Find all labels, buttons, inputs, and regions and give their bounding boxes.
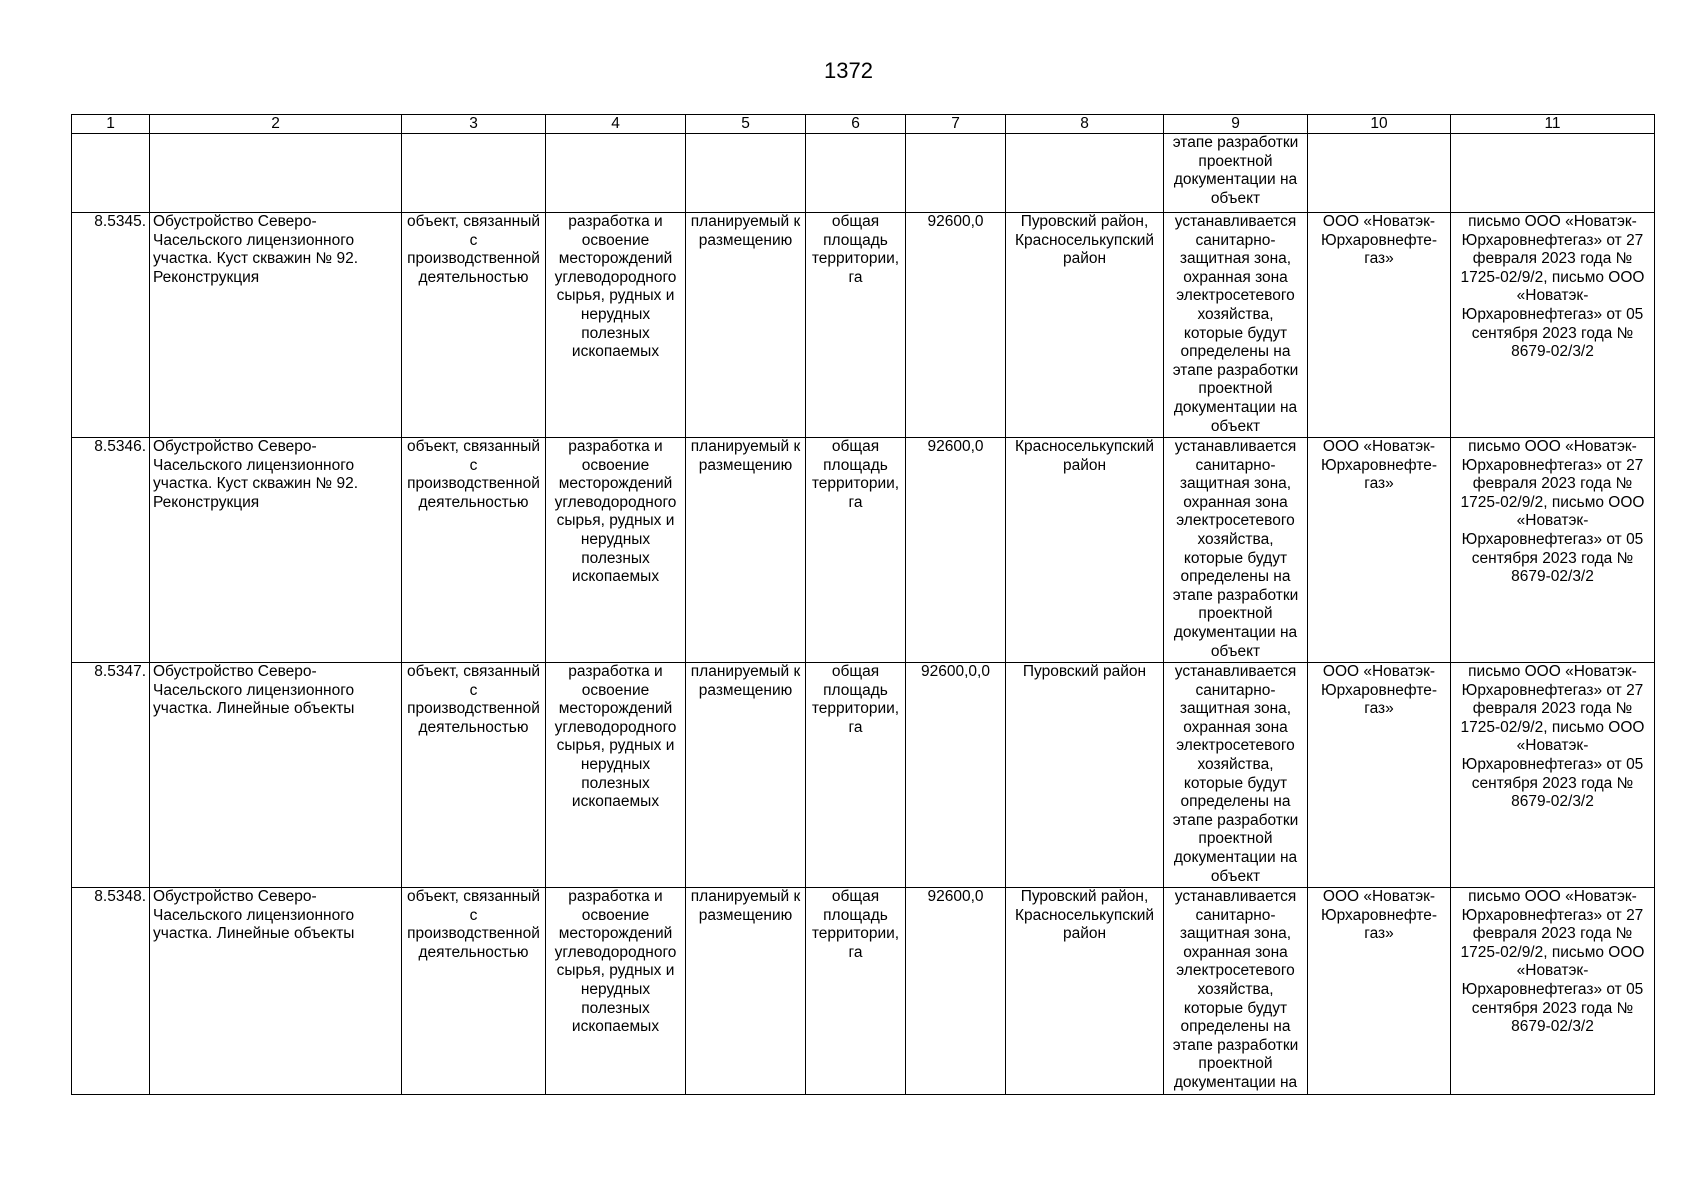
organization-cell: ООО «Новатэк-Юрхаровнефте-газ» [1308,438,1451,663]
continuation-row [72,134,1655,213]
object-type-cell: объект, связанный с производственной деятельностью [402,663,546,888]
object-status-cell: планируемый к размещению [686,663,806,888]
object-type-cell: объект, связанный с производственной деятельностью [402,213,546,438]
organization-cell: ООО «Новатэк-Юрхаровнефте-газ» [1308,663,1451,888]
column-header-11: 11 [1451,115,1655,134]
column-header-10: 10 [1308,115,1451,134]
zone-cell: устанавливается санитарно-защитная зона, охранная зона электросетевого хозяйства, которые будут определены на этапе разработки проектной документации на объект [1164,438,1308,663]
object-name-cell: Обустройство Северо-Часельского лицензионного участка. Куст скважин № 92. Реконструкция [150,438,402,663]
column-header-7: 7 [906,115,1006,134]
object-name-cell: Обустройство Северо-Часельского лицензионного участка. Линейные объекты [150,663,402,888]
object-status-cell: планируемый к размещению [686,888,806,1095]
object-name-cell: Обустройство Северо-Часельского лицензионного участка. Куст скважин № 92. Реконструкция [150,213,402,438]
column-header-2: 2 [150,115,402,134]
object-purpose-cell: разработка и освоение месторождений углеводородного сырья, рудных и нерудных полезных ископаемых [546,663,686,888]
row-number-cell: 8.5348. [72,888,150,1095]
objects-table [71,114,1655,1095]
location-cell: Пуровский район, Красноселькупский район [1006,213,1164,438]
column-header-5: 5 [686,115,806,134]
basis-cell: письмо ООО «Новатэк-Юрхаровнефтегаз» от 27 февраля 2023 года № 1725-02/9/2, письмо ООО «Новатэк-Юрхаровнефтегаз» от 05 сентября 2023 года № 8679-02/3/2 [1451,663,1655,888]
parameter-cell: общая площадь территории, га [806,888,906,1095]
object-type-cell: объект, связанный с производственной деятельностью [402,438,546,663]
column-header-8: 8 [1006,115,1164,134]
row-number-cell: 8.5346. [72,438,150,663]
table-row [72,213,1655,438]
zone-cell: устанавливается санитарно-защитная зона, охранная зона электросетевого хозяйства, которые будут определены на этапе разработки проектной документации на [1164,888,1308,1095]
table-row [72,888,1655,1095]
zone-cell: устанавливается санитарно-защитная зона, охранная зона электросетевого хозяйства, которые будут определены на этапе разработки проектной документации на объект [1164,663,1308,888]
zone-cell: устанавливается санитарно-защитная зона, охранная зона электросетевого хозяйства, которые будут определены на этапе разработки проектной документации на объект [1164,213,1308,438]
parameter-cell: общая площадь территории, га [806,663,906,888]
row-number-cell: 8.5345. [72,213,150,438]
location-cell: Пуровский район [1006,663,1164,888]
basis-cell: письмо ООО «Новатэк-Юрхаровнефтегаз» от 27 февраля 2023 года № 1725-02/9/2, письмо ООО «Новатэк-Юрхаровнефтегаз» от 05 сентября 2023 года № 8679-02/3/2 [1451,213,1655,438]
object-purpose-cell: разработка и освоение месторождений углеводородного сырья, рудных и нерудных полезных ископаемых [546,213,686,438]
parameter-cell: общая площадь территории, га [806,213,906,438]
table-row [72,663,1655,888]
column-header-3: 3 [402,115,546,134]
organization-cell: ООО «Новатэк-Юрхаровнефте-газ» [1308,213,1451,438]
header-row [72,115,1655,134]
object-status-cell: планируемый к размещению [686,213,806,438]
column-header-6: 6 [806,115,906,134]
table-row [72,438,1655,663]
object-name-cell: Обустройство Северо-Часельского лицензионного участка. Линейные объекты [150,888,402,1095]
column-header-1: 1 [72,115,150,134]
object-status-cell: планируемый к размещению [686,438,806,663]
object-type-cell: объект, связанный с производственной деятельностью [402,888,546,1095]
organization-cell: ООО «Новатэк-Юрхаровнефте-газ» [1308,888,1451,1095]
parameter-value-cell: 92600,0 [906,438,1006,663]
parameter-value-cell: 92600,0,0 [906,663,1006,888]
location-cell: Пуровский район, Красноселькупский район [1006,888,1164,1095]
column-header-4: 4 [546,115,686,134]
basis-cell: письмо ООО «Новатэк-Юрхаровнефтегаз» от 27 февраля 2023 года № 1725-02/9/2, письмо ООО «Новатэк-Юрхаровнефтегаз» от 05 сентября 2023 года № 8679-02/3/2 [1451,438,1655,663]
parameter-value-cell: 92600,0 [906,888,1006,1095]
object-purpose-cell: разработка и освоение месторождений углеводородного сырья, рудных и нерудных полезных ископаемых [546,888,686,1095]
page-number: 1372 [824,58,873,83]
location-cell: Красноселькупский район [1006,438,1164,663]
object-purpose-cell: разработка и освоение месторождений углеводородного сырья, рудных и нерудных полезных ископаемых [546,438,686,663]
continuation-zone-cell: этапе разработки проектной документации на объект [1164,134,1308,213]
column-header-9: 9 [1164,115,1308,134]
parameter-value-cell: 92600,0 [906,213,1006,438]
basis-cell: письмо ООО «Новатэк-Юрхаровнефтегаз» от 27 февраля 2023 года № 1725-02/9/2, письмо ООО «Новатэк-Юрхаровнефтегаз» от 05 сентября 2023 года № 8679-02/3/2 [1451,888,1655,1095]
parameter-cell: общая площадь территории, га [806,438,906,663]
row-number-cell: 8.5347. [72,663,150,888]
